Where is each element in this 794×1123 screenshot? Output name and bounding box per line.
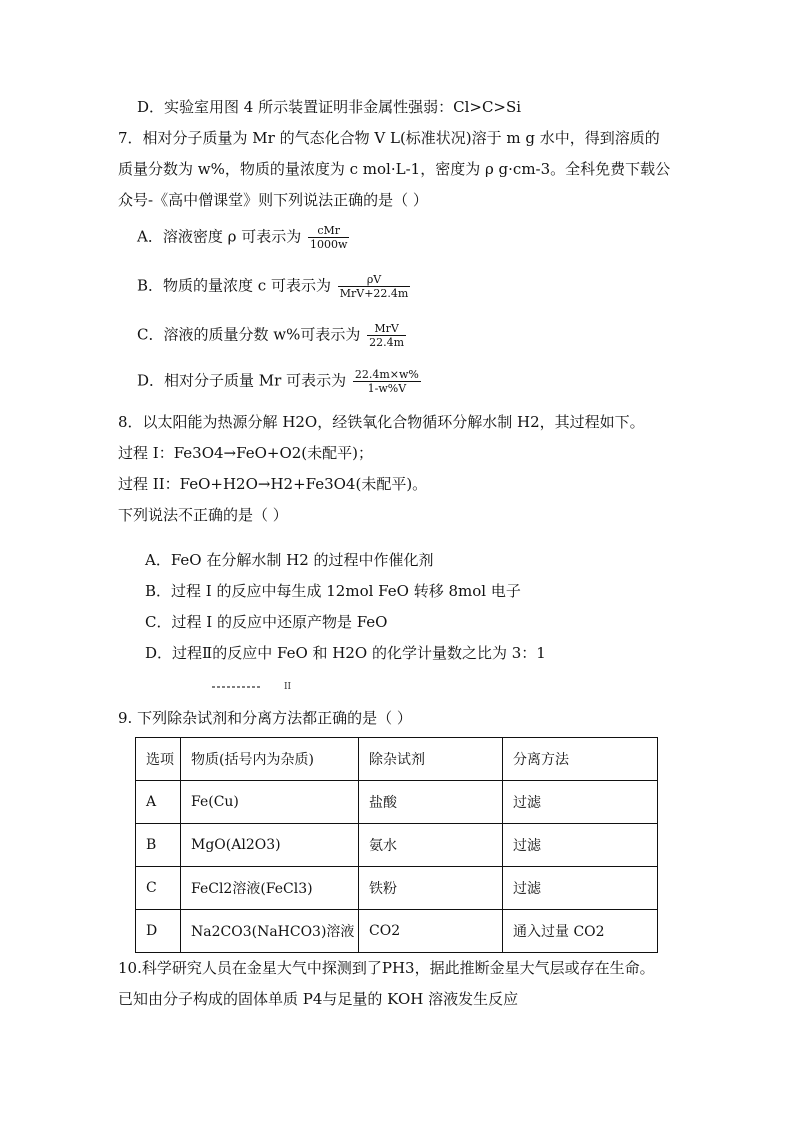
q10-stem-line-2: 已知由分子构成的固体单质 P4与足量的 KOH 溶液发生反应 bbox=[118, 990, 519, 1008]
q8-stem: 8．以太阳能为热源分解 H2O，经铁氧化合物循环分解水制 H2，其过程如下。 bbox=[118, 413, 645, 431]
table-cell: A bbox=[136, 781, 181, 824]
table-row bbox=[136, 867, 658, 910]
fraction-denominator: MrV+22.4m bbox=[339, 287, 409, 300]
scan-mark-stroke bbox=[212, 684, 262, 690]
table-cell: Na2CO3(NaHCO3)溶液 bbox=[181, 910, 359, 953]
table-cell: CO2 bbox=[359, 910, 503, 953]
q7-stem-line-1: 7．相对分子质量为 Mr 的气态化合物 V L(标准状况)溶于 m g 水中，得到溶质的 bbox=[118, 129, 660, 147]
table-cell: 通入过量 CO2 bbox=[503, 910, 658, 953]
q7-option-c bbox=[137, 322, 406, 349]
fraction-denominator: 1000w bbox=[309, 238, 348, 251]
fraction-numerator: cMr bbox=[308, 224, 349, 238]
table-row bbox=[136, 781, 658, 824]
q10-stem-line-1: 10.科学研究人员在金星大气中探测到了PH3，据此推断金星大气层或存在生命。 bbox=[118, 959, 655, 977]
table-cell: B bbox=[136, 824, 181, 867]
q8-option-a: A．FeO 在分解水制 H2 的过程中作催化剂 bbox=[145, 551, 434, 569]
table-header-cell: 选项 bbox=[136, 738, 181, 781]
table-cell: 过滤 bbox=[503, 867, 658, 910]
q8-option-b: B．过程 I 的反应中每生成 12mol FeO 转移 8mol 电子 bbox=[145, 582, 521, 600]
q7-option-a-fraction bbox=[308, 224, 349, 251]
q9-stem: 9. 下列除杂试剂和分离方法都正确的是（ ） bbox=[118, 709, 412, 727]
table-cell: D bbox=[136, 910, 181, 953]
q7-option-b bbox=[137, 273, 410, 300]
table-cell: 盐酸 bbox=[359, 781, 503, 824]
q7-option-d-text: D．相对分子质量 Mr 可表示为 bbox=[137, 371, 347, 390]
table-cell: MgO(Al2O3) bbox=[181, 824, 359, 867]
table-cell: 过滤 bbox=[503, 824, 658, 867]
q7-option-c-fraction bbox=[367, 322, 406, 349]
table-header-cell: 除杂试剂 bbox=[359, 738, 503, 781]
fraction-denominator: 22.4m bbox=[369, 336, 405, 349]
scan-mark-text: II bbox=[284, 682, 292, 692]
q7-option-b-fraction bbox=[338, 273, 411, 300]
fraction-denominator: 1-w%V bbox=[367, 382, 407, 395]
q8-option-d: D．过程Ⅱ的反应中 FeO 和 H2O 的化学计量数之比为 3：1 bbox=[145, 644, 546, 662]
table-row bbox=[136, 910, 658, 953]
table-header-row bbox=[136, 738, 658, 781]
q9-table bbox=[135, 737, 658, 953]
q8-process-1: 过程 I：Fe3O4→FeO+O2(未配平)； bbox=[118, 444, 373, 462]
fraction-numerator: ρV bbox=[338, 273, 411, 287]
q7-option-a bbox=[137, 224, 349, 251]
table-cell: C bbox=[136, 867, 181, 910]
q8-process-2: 过程 II：FeO+H2O→H2+Fe3O4(未配平)。 bbox=[118, 475, 428, 493]
q7-option-b-text: B．物质的量浓度 c 可表示为 bbox=[137, 276, 331, 295]
table-cell: 过滤 bbox=[503, 781, 658, 824]
table-row bbox=[136, 824, 658, 867]
q7-option-d-fraction bbox=[353, 368, 421, 395]
table-cell: 氨水 bbox=[359, 824, 503, 867]
q6-option-d: D．实验室用图 4 所示装置证明非金属性强弱：Cl>C>Si bbox=[137, 98, 522, 116]
table-cell: FeCl2溶液(FeCl3) bbox=[181, 867, 359, 910]
q8-question: 下列说法不正确的是（ ） bbox=[118, 506, 288, 524]
q7-option-a-text: A．溶液密度 ρ 可表示为 bbox=[137, 227, 302, 246]
fraction-numerator: 22.4m×w% bbox=[354, 368, 419, 381]
q7-stem-line-3: 众号-《高中僧课堂》则下列说法正确的是（ ） bbox=[118, 191, 428, 209]
q7-option-c-text: C．溶液的质量分数 w%可表示为 bbox=[137, 325, 361, 344]
table-cell: 铁粉 bbox=[359, 867, 503, 910]
table-header-cell: 分离方法 bbox=[503, 738, 658, 781]
table-cell: Fe(Cu) bbox=[181, 781, 359, 824]
q8-option-c: C．过程 I 的反应中还原产物是 FeO bbox=[145, 613, 388, 631]
table-header-cell: 物质(括号内为杂质) bbox=[181, 738, 359, 781]
q7-option-d bbox=[137, 368, 421, 395]
fraction-numerator: MrV bbox=[367, 322, 406, 336]
q7-stem-line-2: 质量分数为 w%，物质的量浓度为 c mol·L-1，密度为 ρ g·cm-3。全科免费下载公 bbox=[118, 160, 671, 178]
